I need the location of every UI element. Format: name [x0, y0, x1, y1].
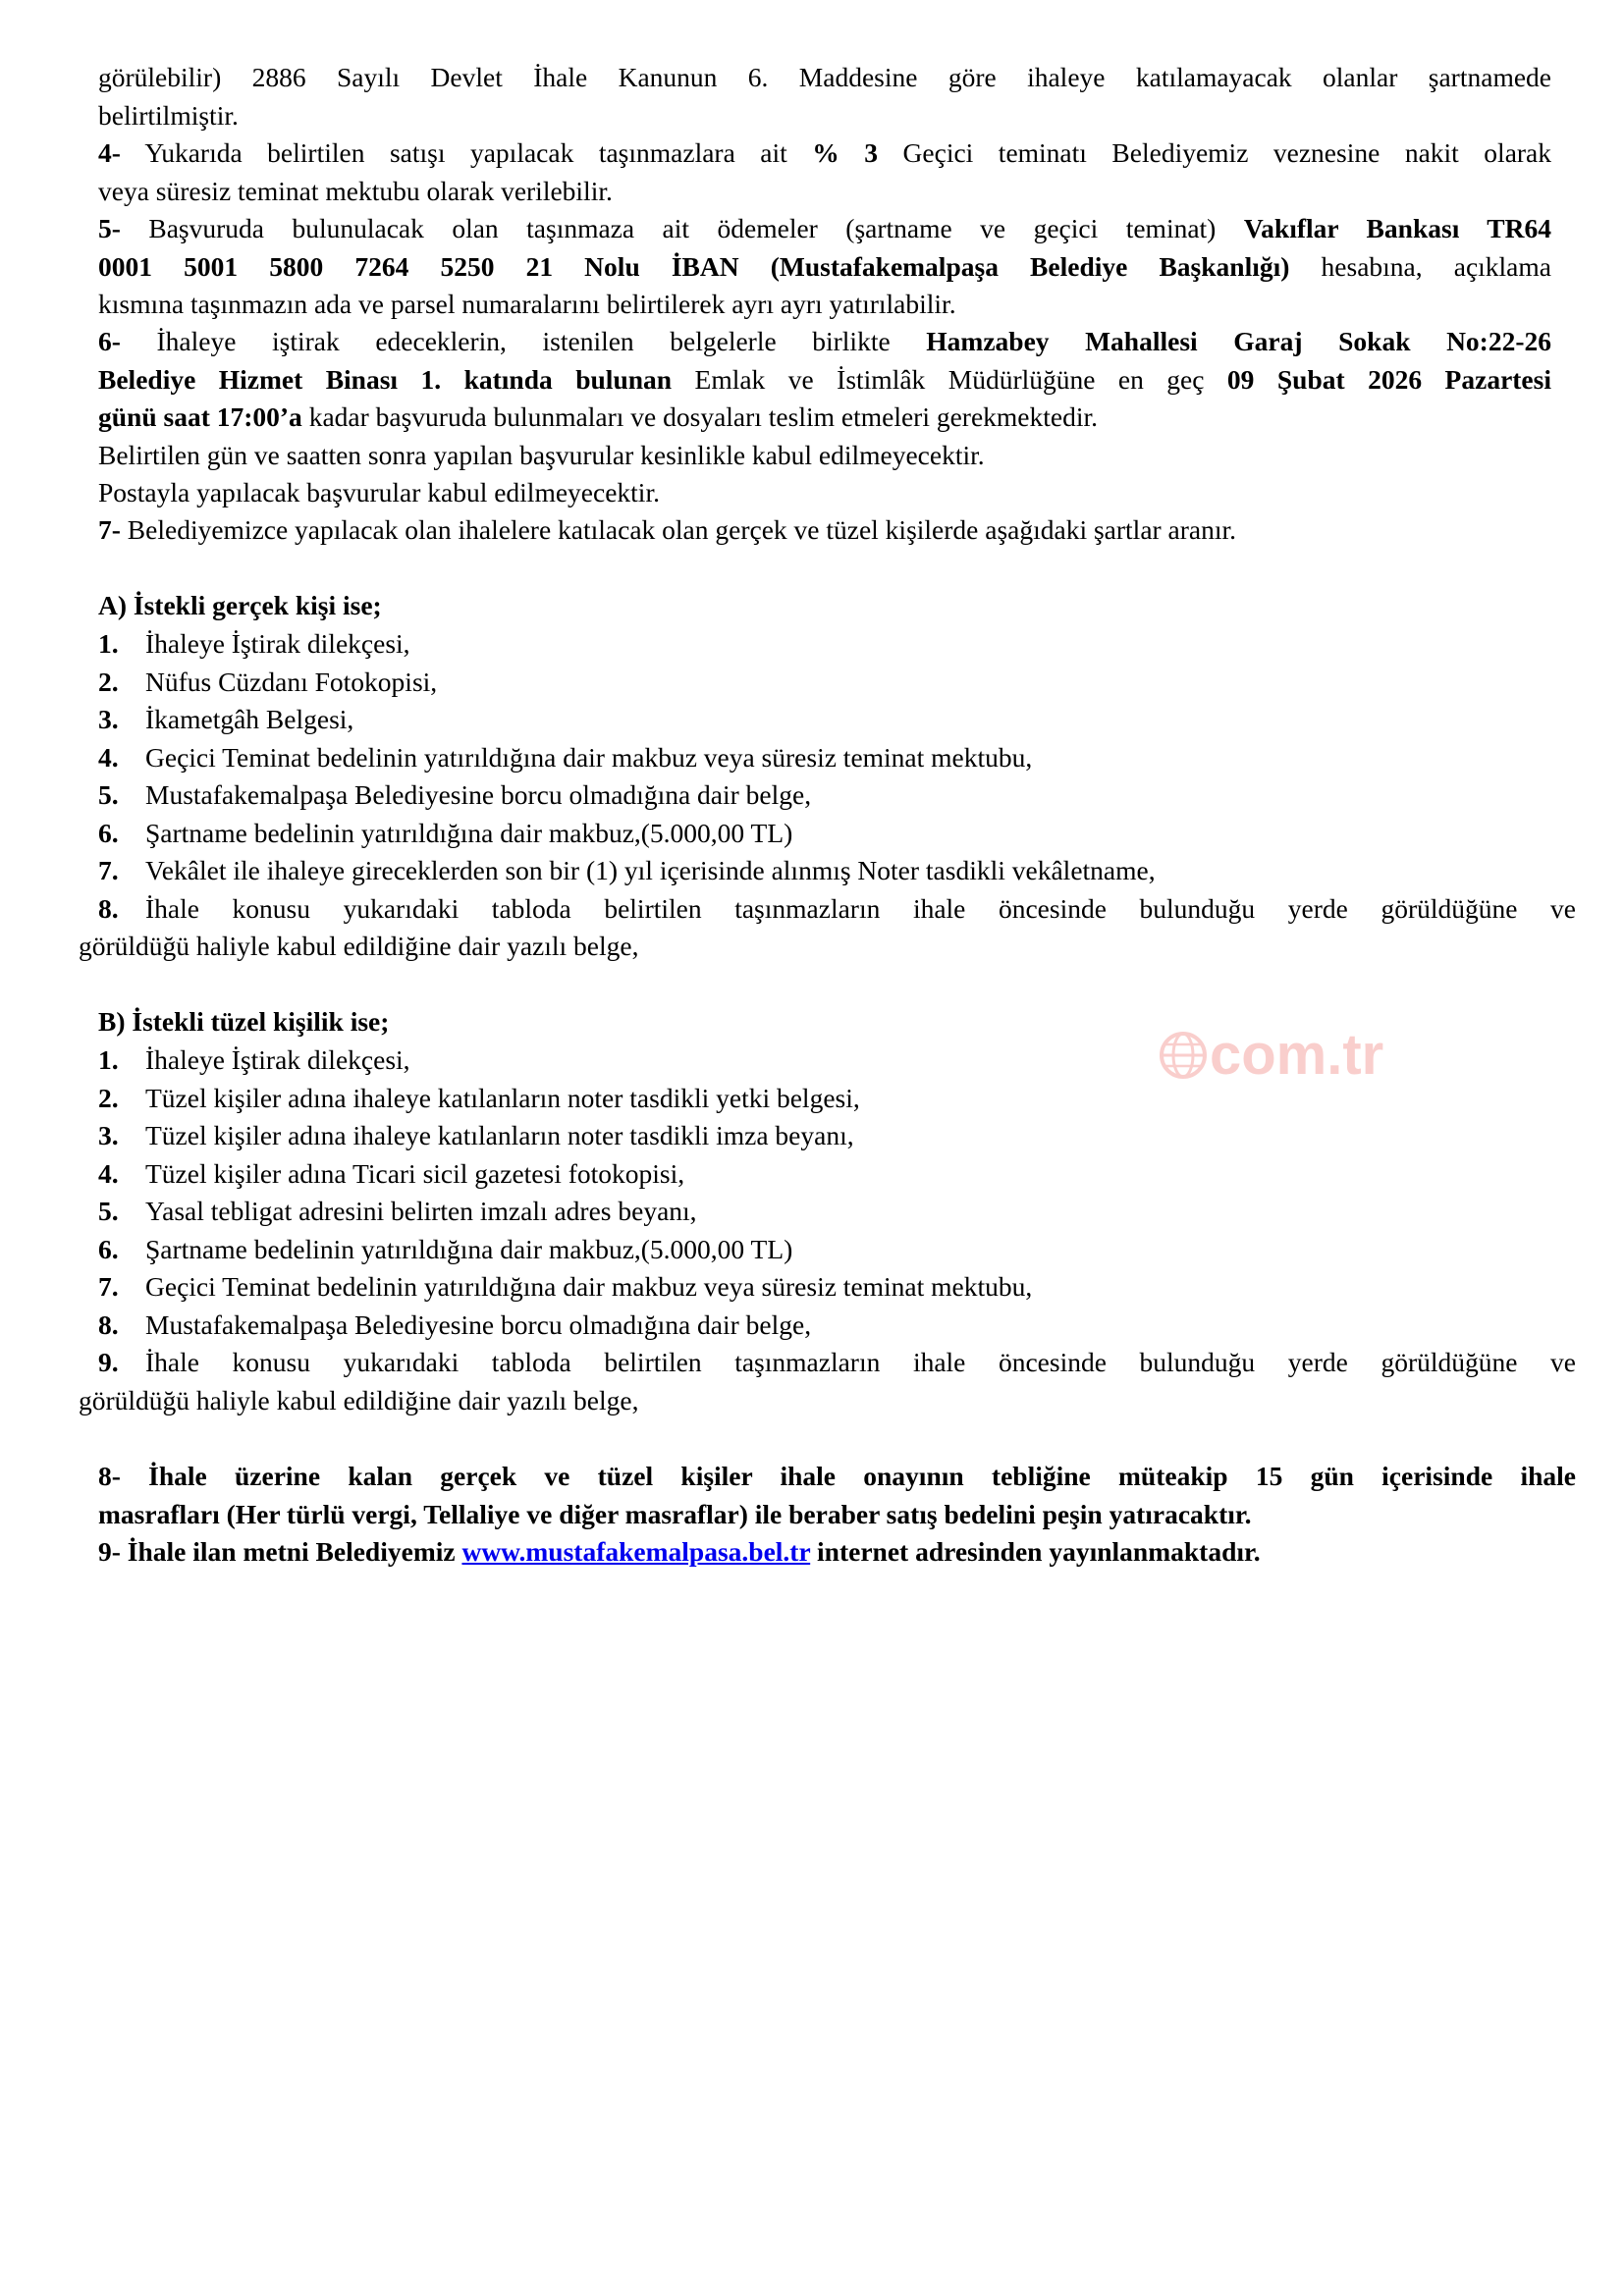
watermark-text: com.tr: [1210, 1023, 1384, 1087]
item-4-line-2: veya süresiz teminat mektubu olarak verilebilir.: [98, 175, 613, 206]
item-6-text-b: Emlak ve İstimlâk Müdürlüğüne en geç: [672, 363, 1227, 395]
section-a-item: 5. Mustafakemalpaşa Belediyesine borcu olmadığına dair belge,: [98, 779, 812, 810]
item-5-line-3: kısmına taşınmazın ada ve parsel numaralarını belirtilerek ayrı ayrı yatırılabilir.: [98, 289, 956, 319]
final-item-9-paragraph: [98, 1533, 1576, 1572]
item-6-text-a: İhaleye iştirak edeceklerin, istenilen belgelerle birlikte: [120, 326, 927, 356]
section-b-item: 5. Yasal tebligat adresini belirten imzalı adres beyanı,: [98, 1196, 697, 1226]
final-item-8-paragraph: [98, 1458, 1576, 1533]
section-b-heading: B) İstekli tüzel kişilik ise;: [98, 1006, 390, 1037]
section-b-item: 1. İhaleye İştirak dilekçesi,: [98, 1044, 410, 1075]
item-6-paragraph: [98, 323, 1551, 512]
item-4-text-a: Yukarıda belirtilen satışı yapılacak taşınmazlara ait: [120, 137, 813, 168]
item-7-text: Belediyemizce yapılacak olan ihalelere katılacak olan gerçek ve tüzel kişilerde aşağıdaki şartlar aranır.: [120, 514, 1237, 545]
item-6-line-5: Postayla yapılacak başvurular kabul edilmeyecektir.: [98, 477, 660, 507]
item-5-line-1: [98, 210, 1551, 248]
item-7-paragraph: [98, 511, 1551, 550]
item-4-percent: % 3: [812, 137, 879, 168]
item-5-iban: 0001 5001 5800 7264 5250 21 Nolu İBAN (Mustafakemalpaşa Belediye Başkanlığı): [98, 250, 1290, 282]
item-4-paragraph: [98, 134, 1551, 210]
final-item-8-line-2: masrafları (Her türlü vergi, Tellaliye ve diğer masraflar) ile beraber satış bedelini peşin yatıracaktır.: [98, 1498, 1252, 1529]
item-6-line-1: [98, 323, 1551, 361]
section-a-list: [79, 625, 1576, 966]
section-a-item: 6. Şartname bedelinin yatırıldığına dair makbuz,(5.000,00 TL): [98, 817, 793, 848]
section-b-item: 3. Tüzel kişiler adına ihaleye katılanların noter tasdikli imza beyanı,: [98, 1120, 854, 1150]
section-b-item: 8. Mustafakemalpaşa Belediyesine borcu olmadığına dair belge,: [98, 1308, 812, 1340]
item-5-line-2: [98, 248, 1551, 287]
section-a-item: 1. İhaleye İştirak dilekçesi,: [98, 628, 410, 659]
section-b-item: 7. Geçici Teminat bedelinin yatırıldığına dair makbuz veya süresiz teminat mektubu,: [98, 1271, 1033, 1302]
section-a-item: 7. Vekâlet ile ihaleye gireceklerden son bir (1) yıl içerisinde alınmış Noter tasdikli vekâletname,: [98, 855, 1156, 885]
final-item-9-line: [98, 1533, 1576, 1572]
section-a-item-8-continuation: görüldüğü haliyle kabul edildiğine dair yazılı belge,: [79, 931, 639, 961]
item-6-number: 6-: [98, 326, 121, 356]
section-a-heading: A) İstekli gerçek kişi ise;: [98, 590, 382, 620]
item-6-time: günü saat 17:00’a: [98, 401, 302, 432]
intro-line-2: belirtilmiştir.: [98, 99, 239, 131]
item-6-text-c: kadar başvuruda bulunmaları ve dosyaları teslim etmeleri gerekmektedir.: [301, 401, 1099, 432]
intro-paragraph: [98, 59, 1551, 134]
item-4-number: 4-: [98, 137, 121, 168]
section-a-item: 2. Nüfus Cüzdanı Fotokopisi,: [98, 666, 438, 697]
item-5-text-b: hesabına, açıklama: [1289, 250, 1551, 282]
section-b-item: 6. Şartname bedelinin yatırıldığına dair makbuz,(5.000,00 TL): [98, 1233, 793, 1264]
item-5-text-a: Başvuruda bulunulacak olan taşınmaza ait ödemeler (şartname ve geçici teminat): [120, 213, 1244, 243]
section-b-list: [79, 1041, 1576, 1419]
section-b-item: 4. Tüzel kişiler adına Ticari sicil gazetesi fotokopisi,: [98, 1157, 685, 1189]
section-b-item: 2. Tüzel kişiler adına ihaleye katılanların noter tasdikli yetki belgesi,: [98, 1082, 860, 1113]
item-5-number: 5-: [98, 213, 121, 243]
item-7-line: [98, 511, 1551, 550]
item-5-paragraph: [98, 210, 1551, 324]
section-a-item: 4. Geçici Teminat bedelinin yatırıldığına dair makbuz veya süresiz teminat mektubu,: [98, 741, 1033, 773]
section-b-item-9-continuation: görüldüğü haliyle kabul edildiğine dair yazılı belge,: [79, 1384, 639, 1415]
item-6-line-3: [98, 399, 1551, 437]
item-5-bank: Vakıflar Bankası TR64: [1243, 213, 1552, 243]
item-6-line-4: Belirtilen gün ve saatten sonra yapılan başvurular kesinlikle kabul edilmeyecektir.: [98, 439, 985, 470]
website-link[interactable]: www.mustafakemalpasa.bel.tr: [461, 1536, 811, 1567]
section-a-item: 3. İkametgâh Belgesi,: [98, 704, 354, 734]
section-a-item-8: 8. İhale konusu yukarıdaki tabloda belirtilen taşınmazların ihale öncesinde bulunduğu yerde görüldüğüne ve: [98, 892, 1576, 924]
section-b-item-9: 9. İhale konusu yukarıdaki tabloda belirtilen taşınmazların ihale öncesinde bulunduğu yerde görüldüğüne ve: [98, 1347, 1576, 1377]
item-6-address: Hamzabey Mahallesi Garaj Sokak No:22-26: [926, 326, 1551, 356]
final-item-9-text-a: 9- İhale ilan metni Belediyemiz: [98, 1536, 462, 1567]
item-6-date: 09 Şubat 2026 Pazartesi: [1226, 363, 1551, 395]
item-6-building: Belediye Hizmet Binası 1. katında bulunan: [98, 363, 673, 395]
item-6-line-2: [98, 361, 1551, 400]
final-item-8-line-1: 8- İhale üzerine kalan gerçek ve tüzel kişiler ihale onayının tebliğine müteakip 15 gün içerisinde ihale: [98, 1461, 1576, 1491]
item-4-line-1: [98, 134, 1551, 173]
intro-line-1: görülebilir) 2886 Sayılı Devlet İhale Kanunun 6. Maddesine göre ihaleye katılamayacak olanlar şartnamede: [98, 62, 1551, 92]
item-4-text-b: Geçici teminatı Belediyemiz veznesine nakit olarak: [878, 137, 1552, 168]
final-item-9-text-b: internet adresinden yayınlanmaktadır.: [810, 1536, 1261, 1567]
item-7-number: 7-: [98, 514, 121, 545]
